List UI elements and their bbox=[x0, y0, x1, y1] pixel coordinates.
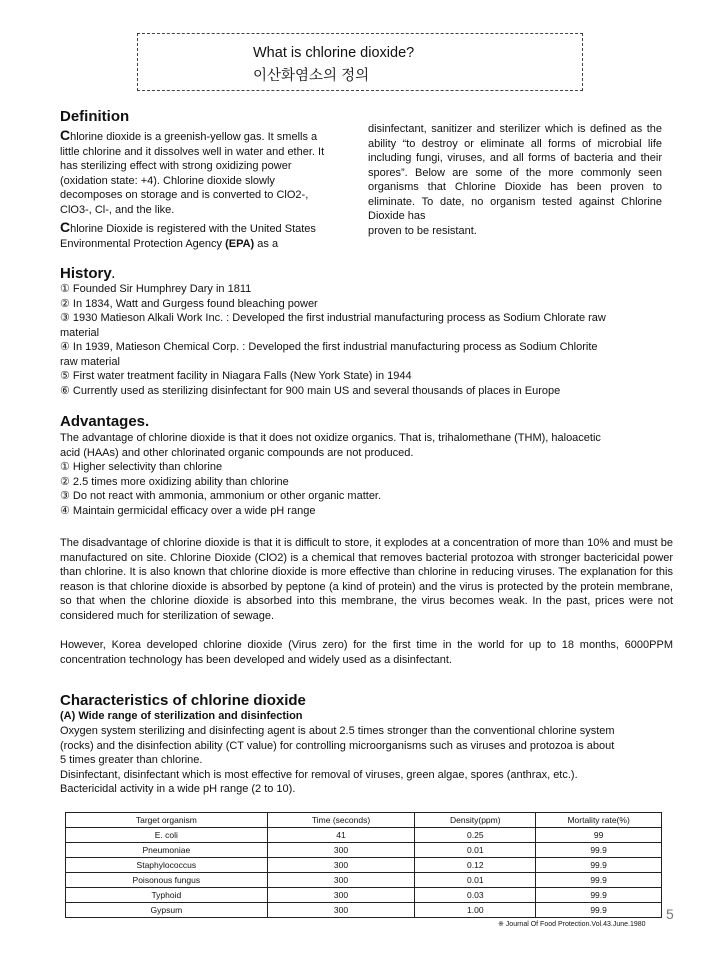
table-header: Target organism bbox=[66, 813, 268, 828]
table-cell: 0.01 bbox=[415, 873, 536, 888]
history-item: ⑤ First water treatment facility in Niagara Falls (New York State) in 1944 bbox=[60, 370, 412, 382]
definition-paragraph-2 bbox=[60, 220, 356, 251]
characteristics-body bbox=[60, 724, 680, 797]
definition-line: has sterilizing effect with strong oxidizing power bbox=[60, 160, 292, 172]
definition-right-column bbox=[368, 122, 662, 238]
table-cell: 41 bbox=[267, 828, 415, 843]
table-cell: 1.00 bbox=[415, 903, 536, 918]
definition-line: as a bbox=[254, 237, 279, 250]
table-cell: Gypsum bbox=[66, 903, 268, 918]
history-item: ① Founded Sir Humphrey Dary in 1811 bbox=[60, 283, 252, 295]
source-footnote: ※ Journal Of Food Protection.Vol.43.June.1980 bbox=[498, 921, 646, 928]
table-cell: 300 bbox=[267, 843, 415, 858]
table-cell: Poisonous fungus bbox=[66, 873, 268, 888]
table-cell: 300 bbox=[267, 873, 415, 888]
history-item: raw material bbox=[60, 355, 120, 368]
table-cell: 0.01 bbox=[415, 843, 536, 858]
history-heading-dot: . bbox=[111, 269, 115, 281]
advantages-body bbox=[60, 431, 680, 518]
table-header: Time (seconds) bbox=[267, 813, 415, 828]
definition-line: Environmental Protection Agency bbox=[60, 237, 226, 250]
table-header: Mortality rate(%) bbox=[536, 813, 662, 828]
definition-line: little chlorine and it dissolves well in water and ether. It bbox=[60, 145, 325, 158]
epa-abbreviation: (EPA) bbox=[225, 237, 255, 250]
definition-line: decomposes on storage and is converted to ClO2-, bbox=[60, 189, 309, 201]
table-row bbox=[66, 843, 662, 858]
advantage-item: ③ Do not react with ammonia, ammonium or other organic matter. bbox=[60, 490, 382, 502]
characteristics-line: 5 times greater than chlorine. bbox=[60, 754, 203, 766]
title-box bbox=[137, 33, 583, 91]
advantages-intro: The advantage of chlorine dioxide is that it does not oxidize organics. That is, trihalomethane (THM), haloacetic bbox=[60, 432, 601, 444]
characteristics-subheading: (A) Wide range of sterilization and disinfection bbox=[60, 710, 303, 722]
advantage-item: ① Higher selectivity than chlorine bbox=[60, 461, 223, 473]
table-row bbox=[66, 828, 662, 843]
history-item: ② In 1834, Watt and Gurgess found bleaching power bbox=[60, 297, 318, 310]
table-cell: 300 bbox=[267, 903, 415, 918]
advantages-heading: Advantages. bbox=[60, 413, 150, 430]
sterilization-table bbox=[65, 812, 662, 918]
history-heading bbox=[60, 265, 115, 282]
table-cell: 99.9 bbox=[536, 873, 662, 888]
history-item: ⑥ Currently used as sterilizing disinfectant for 900 main US and several thousands of places in Europe bbox=[60, 384, 561, 397]
advantages-intro: acid (HAAs) and other chlorinated organic compounds are not produced. bbox=[60, 446, 414, 459]
table-cell: 99.9 bbox=[536, 843, 662, 858]
table-header: Density(ppm) bbox=[415, 813, 536, 828]
table-cell: E. coli bbox=[66, 828, 268, 843]
advantage-item: ④ Maintain germicidal efficacy over a wide pH range bbox=[60, 504, 316, 517]
characteristics-line: Oxygen system sterilizing and disinfecting agent is about 2.5 times stronger than the conventional chlorine system bbox=[60, 725, 615, 737]
table-cell: Pneumoniae bbox=[66, 843, 268, 858]
table-cell: 0.25 bbox=[415, 828, 536, 843]
definition-right-last: proven to be resistant. bbox=[368, 224, 477, 237]
history-item: ③ 1930 Matieson Alkali Work Inc. : Developed the first industrial manufacturing process as Sodium Chlorate raw bbox=[60, 312, 606, 324]
page-number: 5 bbox=[666, 906, 674, 922]
characteristics-line: Disinfectant, disinfectant which is most effective for removal of viruses, green algae, spores (anthrax, etc.). bbox=[60, 768, 578, 781]
drop-cap: C bbox=[60, 127, 71, 143]
table-cell: 300 bbox=[267, 858, 415, 873]
table-row bbox=[66, 873, 662, 888]
title-korean: 이산화염소의 정의 bbox=[253, 68, 370, 84]
definition-paragraph-1 bbox=[60, 128, 356, 217]
history-list bbox=[60, 282, 680, 398]
definition-right-text: disinfectant, sanitizer and sterilizer which is defined as the ability “to destroy or eliminate all forms of microbial life including fungi, viruses, and all forms of bacteria and their spores”. Below are some of the more commonly seen organisms that Chlorine Dioxide has been proven to eliminate. To date, no organism tested against Chlorine Dioxide has bbox=[368, 123, 662, 222]
definition-line: hlorine dioxide is a greenish-yellow gas. It smells a bbox=[70, 131, 318, 143]
history-item: material bbox=[60, 326, 100, 339]
table-cell: 99.9 bbox=[536, 888, 662, 903]
definition-line: ClO3-, Cl-, and the like. bbox=[60, 203, 175, 216]
table-cell: Typhoid bbox=[66, 888, 268, 903]
table-row bbox=[66, 858, 662, 873]
table-row bbox=[66, 888, 662, 903]
table-row bbox=[66, 903, 662, 918]
table-cell: 0.03 bbox=[415, 888, 536, 903]
history-item: ④ In 1939, Matieson Chemical Corp. : Developed the first industrial manufacturing process as Sodium Chlorite bbox=[60, 341, 598, 353]
table-cell: 99.9 bbox=[536, 903, 662, 918]
definition-heading: Definition bbox=[60, 108, 130, 125]
table-cell: 0.12 bbox=[415, 858, 536, 873]
title-english: What is chlorine dioxide? bbox=[253, 45, 415, 61]
definition-line: hlorine Dioxide is registered with the United States bbox=[70, 223, 316, 235]
table-cell: 99.9 bbox=[536, 858, 662, 873]
advantage-item: ② 2.5 times more oxidizing ability than chlorine bbox=[60, 475, 289, 488]
characteristics-line: (rocks) and the disinfection ability (CT value) for controlling microorganisms such as viruses and protozoa is about bbox=[60, 739, 615, 752]
disadvantage-paragraph: The disadvantage of chlorine dioxide is that it is difficult to store, it explodes at a concentration of more than 10% and must be manufactured on site. Chlorine Dioxide (ClO2) is a chemical that removes bacterial protozoa with stronger bactericidal power than chlorine. It is also known that chlorine dioxide is more effective than chlorine in reducing viruses. The explanation for this reason is that chlorine dioxide is absorbed by peptone (a kind of protein) and the virus is protected by the protein membrane, so that when the chlorine dioxide is absorbed into this membrane, the virus becomes weak. In the past, prices were not considered much for sterilization of sewage. bbox=[60, 537, 673, 622]
table-cell: Staphylococcus bbox=[66, 858, 268, 873]
table-header-row bbox=[66, 813, 662, 828]
history-heading-text: History bbox=[60, 265, 112, 282]
definition-line: (oxidation state: +4). Chlorine dioxide slowly bbox=[60, 174, 275, 187]
characteristics-line: Bactericidal activity in a wide pH range (2 to 10). bbox=[60, 783, 296, 795]
table-cell: 99 bbox=[536, 828, 662, 843]
drop-cap: C bbox=[60, 219, 71, 235]
characteristics-heading: Characteristics of chlorine dioxide bbox=[60, 692, 306, 709]
table-cell: 300 bbox=[267, 888, 415, 903]
korea-paragraph: However, Korea developed chlorine dioxide (Virus zero) for the first time in the world for up to 18 months, 6000PPM concentration technology has been developed and widely used as a disinfectant. bbox=[60, 639, 673, 666]
